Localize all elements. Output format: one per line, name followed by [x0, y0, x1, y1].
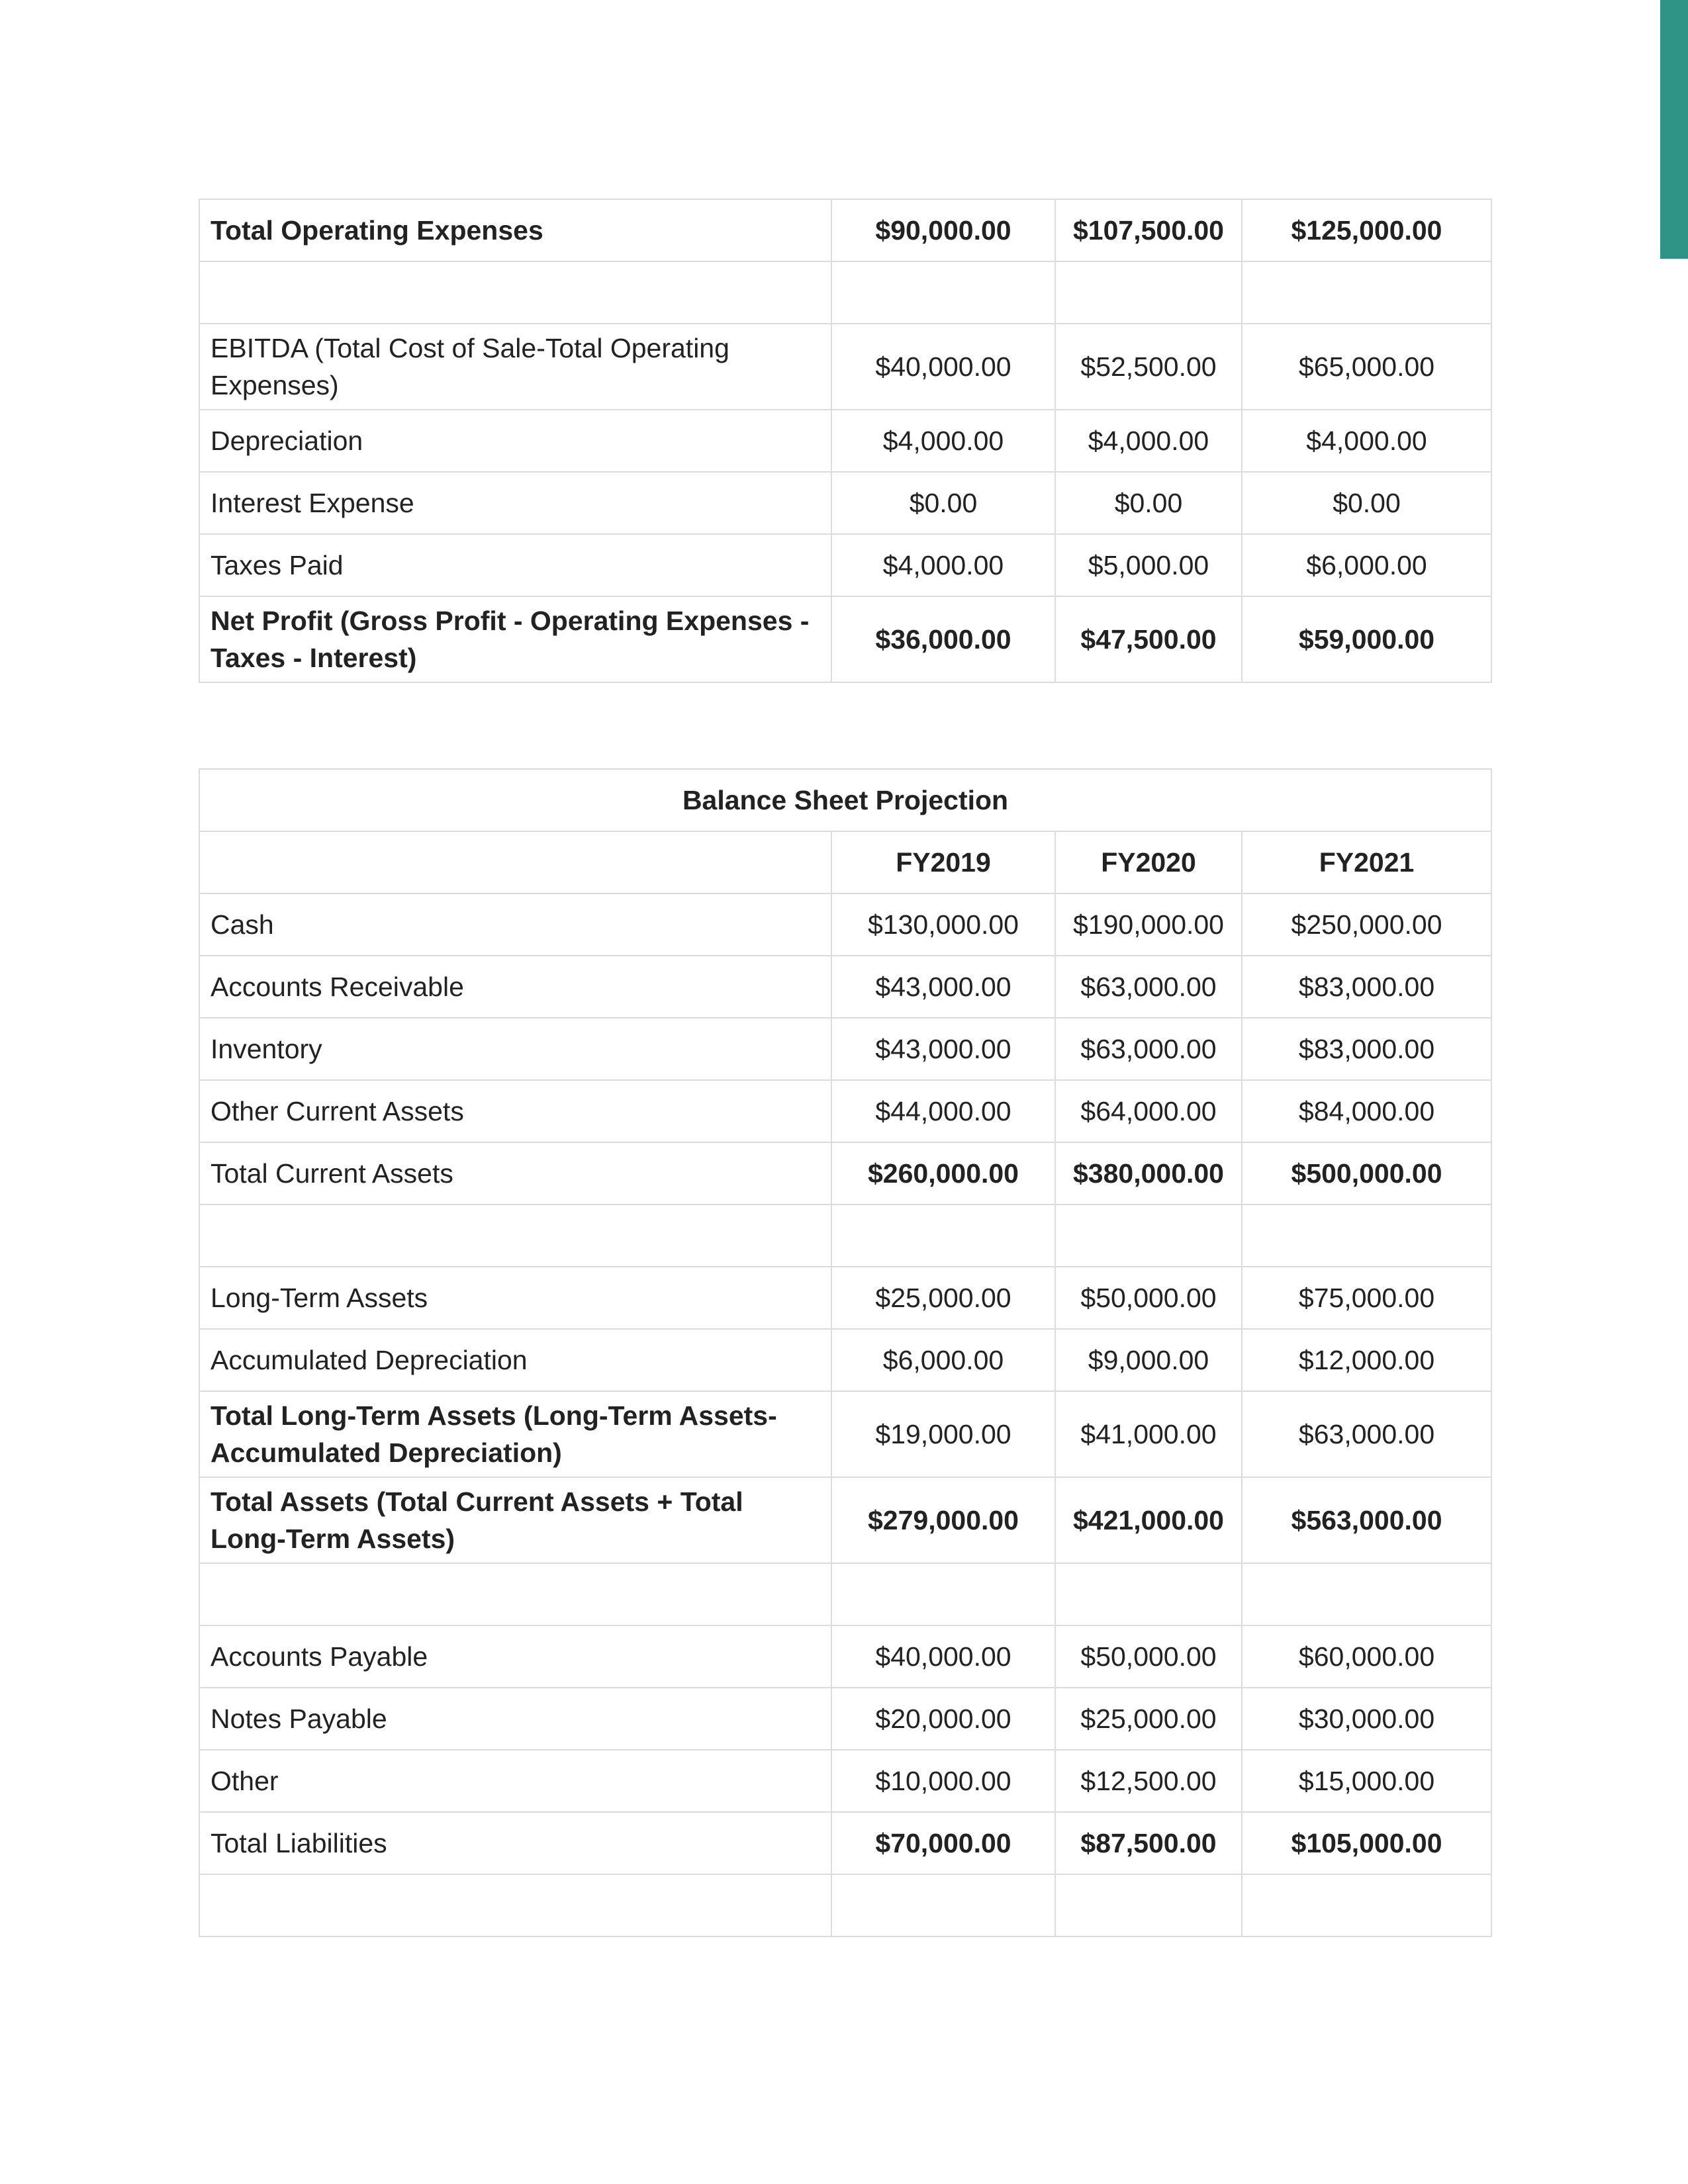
table-row: [199, 956, 1491, 1018]
row-label: Depreciation: [199, 410, 831, 472]
row-label: Notes Payable: [199, 1688, 831, 1750]
row-value: $19,000.00: [831, 1391, 1055, 1477]
row-value: $41,000.00: [1055, 1391, 1242, 1477]
row-value: [1242, 1874, 1491, 1936]
row-label: Inventory: [199, 1018, 831, 1080]
table-row: [199, 1477, 1491, 1563]
row-label: Taxes Paid: [199, 534, 831, 596]
row-label: Accounts Receivable: [199, 956, 831, 1018]
header-fy2020: FY2020: [1055, 831, 1242, 893]
row-value: $47,500.00: [1055, 596, 1242, 682]
table-row: [199, 1142, 1491, 1205]
row-value: $260,000.00: [831, 1142, 1055, 1205]
row-value: $20,000.00: [831, 1688, 1055, 1750]
table-row: [199, 324, 1491, 410]
row-value: $65,000.00: [1242, 324, 1491, 410]
balance-sheet-table: [199, 768, 1492, 1937]
row-value: $90,000.00: [831, 199, 1055, 261]
row-value: $12,000.00: [1242, 1329, 1491, 1391]
row-value: $50,000.00: [1055, 1267, 1242, 1329]
table-row: [199, 1874, 1491, 1936]
balance-sheet-header-row: [199, 831, 1491, 893]
row-value: $563,000.00: [1242, 1477, 1491, 1563]
balance-sheet-title-row: [199, 769, 1491, 831]
row-label: [199, 261, 831, 324]
row-value: $84,000.00: [1242, 1080, 1491, 1142]
table-row: [199, 1688, 1491, 1750]
accent-bar: [1660, 0, 1688, 259]
row-value: $36,000.00: [831, 596, 1055, 682]
row-value: $63,000.00: [1055, 956, 1242, 1018]
row-value: [1055, 1205, 1242, 1267]
table-row: [199, 1625, 1491, 1688]
row-value: $4,000.00: [1055, 410, 1242, 472]
row-value: $130,000.00: [831, 893, 1055, 956]
row-value: $0.00: [1055, 472, 1242, 534]
header-blank-cell: [199, 831, 831, 893]
row-label: Interest Expense: [199, 472, 831, 534]
row-value: $40,000.00: [831, 1625, 1055, 1688]
row-value: $25,000.00: [831, 1267, 1055, 1329]
row-label: Long-Term Assets: [199, 1267, 831, 1329]
row-value: $87,500.00: [1055, 1812, 1242, 1874]
row-value: $63,000.00: [1055, 1018, 1242, 1080]
row-value: $44,000.00: [831, 1080, 1055, 1142]
row-label: [199, 1874, 831, 1936]
row-value: $50,000.00: [1055, 1625, 1242, 1688]
row-value: [831, 261, 1055, 324]
income-statement-table: [199, 199, 1492, 683]
row-value: $9,000.00: [1055, 1329, 1242, 1391]
table-row: [199, 893, 1491, 956]
row-value: $30,000.00: [1242, 1688, 1491, 1750]
row-value: [1055, 261, 1242, 324]
row-value: $64,000.00: [1055, 1080, 1242, 1142]
row-label: Accounts Payable: [199, 1625, 831, 1688]
table-row: [199, 1329, 1491, 1391]
row-value: $4,000.00: [831, 410, 1055, 472]
row-value: $75,000.00: [1242, 1267, 1491, 1329]
row-label: Accumulated Depreciation: [199, 1329, 831, 1391]
row-value: $125,000.00: [1242, 199, 1491, 261]
row-label: EBITDA (Total Cost of Sale-Total Operating Expenses): [199, 324, 831, 410]
row-value: $105,000.00: [1242, 1812, 1491, 1874]
row-value: $0.00: [1242, 472, 1491, 534]
row-value: $500,000.00: [1242, 1142, 1491, 1205]
table-row: [199, 1205, 1491, 1267]
row-value: $59,000.00: [1242, 596, 1491, 682]
row-label: Total Operating Expenses: [199, 199, 831, 261]
table-row: [199, 410, 1491, 472]
table-row: [199, 199, 1491, 261]
row-value: [831, 1563, 1055, 1625]
row-value: [1242, 1205, 1491, 1267]
row-value: $10,000.00: [831, 1750, 1055, 1812]
table-row: [199, 261, 1491, 324]
row-value: $15,000.00: [1242, 1750, 1491, 1812]
row-label: Total Long-Term Assets (Long-Term Assets-Accumulated Depreciation): [199, 1391, 831, 1477]
row-value: [1242, 1563, 1491, 1625]
row-value: [1242, 261, 1491, 324]
row-value: $63,000.00: [1242, 1391, 1491, 1477]
table-row: [199, 534, 1491, 596]
table-row: [199, 1391, 1491, 1477]
table-row: [199, 1812, 1491, 1874]
row-value: $4,000.00: [831, 534, 1055, 596]
row-value: $4,000.00: [1242, 410, 1491, 472]
row-label: Cash: [199, 893, 831, 956]
row-value: $5,000.00: [1055, 534, 1242, 596]
row-value: $279,000.00: [831, 1477, 1055, 1563]
row-value: $190,000.00: [1055, 893, 1242, 956]
row-value: $25,000.00: [1055, 1688, 1242, 1750]
row-value: $250,000.00: [1242, 893, 1491, 956]
row-value: $83,000.00: [1242, 956, 1491, 1018]
row-label: Other Current Assets: [199, 1080, 831, 1142]
row-value: [831, 1205, 1055, 1267]
row-value: $6,000.00: [831, 1329, 1055, 1391]
header-fy2019: FY2019: [831, 831, 1055, 893]
row-value: $43,000.00: [831, 1018, 1055, 1080]
table-row: [199, 1750, 1491, 1812]
row-value: $43,000.00: [831, 956, 1055, 1018]
row-label: Total Liabilities: [199, 1812, 831, 1874]
row-value: $12,500.00: [1055, 1750, 1242, 1812]
row-value: $421,000.00: [1055, 1477, 1242, 1563]
row-value: $52,500.00: [1055, 324, 1242, 410]
table-row: [199, 472, 1491, 534]
row-label: Total Assets (Total Current Assets + Total Long-Term Assets): [199, 1477, 831, 1563]
row-value: [831, 1874, 1055, 1936]
header-fy2021: FY2021: [1242, 831, 1491, 893]
row-value: $40,000.00: [831, 324, 1055, 410]
table-row: [199, 1018, 1491, 1080]
row-value: $0.00: [831, 472, 1055, 534]
row-value: $6,000.00: [1242, 534, 1491, 596]
row-label: [199, 1205, 831, 1267]
table-row: [199, 1080, 1491, 1142]
table-row: [199, 596, 1491, 682]
row-value: $83,000.00: [1242, 1018, 1491, 1080]
row-label: Total Current Assets: [199, 1142, 831, 1205]
row-label: [199, 1563, 831, 1625]
row-value: $380,000.00: [1055, 1142, 1242, 1205]
table-row: [199, 1563, 1491, 1625]
row-label: Other: [199, 1750, 831, 1812]
row-value: $60,000.00: [1242, 1625, 1491, 1688]
row-value: [1055, 1563, 1242, 1625]
row-value: [1055, 1874, 1242, 1936]
row-value: $70,000.00: [831, 1812, 1055, 1874]
table-row: [199, 1267, 1491, 1329]
balance-sheet-title: Balance Sheet Projection: [199, 769, 1491, 831]
row-value: $107,500.00: [1055, 199, 1242, 261]
row-label: Net Profit (Gross Profit - Operating Expenses - Taxes - Interest): [199, 596, 831, 682]
